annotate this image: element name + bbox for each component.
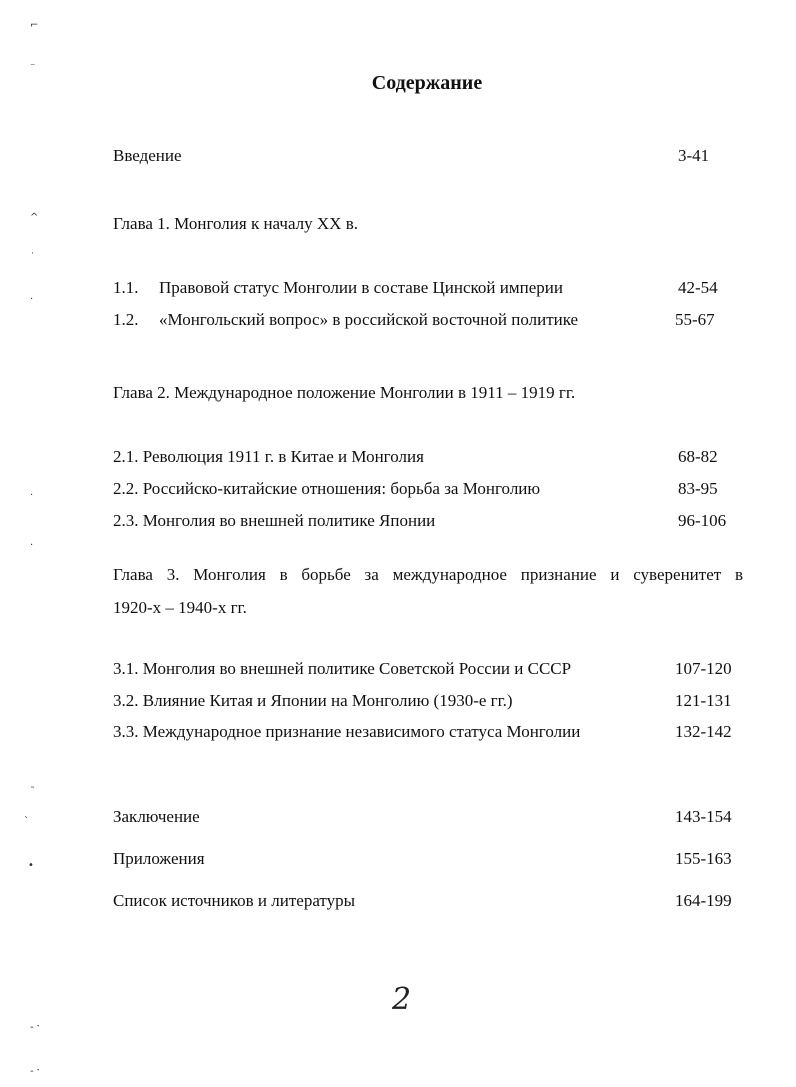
scan-mark: · xyxy=(30,490,34,501)
toc-intro-pages: 3-41 xyxy=(678,146,710,165)
toc-appendix-pages: 155-163 xyxy=(675,849,732,868)
toc-sources-pages: 164-199 xyxy=(675,891,732,910)
toc-item-2-2: 2.2. Российско-китайские отношения: борьба за Монголию xyxy=(113,479,541,498)
toc-item-2-2-pages: 83-95 xyxy=(678,479,718,498)
toc-item-3-1: 3.1. Монголия во внешней политике Советской России и СССР xyxy=(113,659,572,678)
toc-item-3-1-pages: 107-120 xyxy=(675,659,732,678)
toc-item-1-2-pages: 55-67 xyxy=(675,310,715,329)
chapter-3-heading-line-1: Глава 3. Монголия в борьбе за международное признание и суверенитет в xyxy=(113,565,743,584)
toc-item-label: Правовой статус Монголии в составе Цинской империи xyxy=(159,278,563,297)
scan-mark: • xyxy=(28,860,34,871)
handwritten-page-number: 2 xyxy=(392,982,412,1017)
chapter-3-heading-line-2: 1920-х – 1940-х гг. xyxy=(113,598,247,617)
chapter-3-heading xyxy=(113,558,743,624)
scan-mark: ˋ xyxy=(24,816,29,827)
scan-mark: ^ xyxy=(30,212,39,223)
toc-item-number: 1.1. xyxy=(113,278,139,297)
chapter-1-heading: Глава 1. Монголия к началу XX в. xyxy=(113,214,358,233)
toc-item-3-3: 3.3. Международное признание независимого статуса Монголии xyxy=(113,722,581,741)
toc-item-1-1 xyxy=(113,277,563,299)
scan-mark: - ˑ xyxy=(30,1066,41,1077)
toc-sources-label: Список источников и литературы xyxy=(113,891,356,910)
toc-item-number: 1.2. xyxy=(113,310,139,329)
toc-item-2-3-pages: 96-106 xyxy=(678,511,727,530)
toc-item-3-3-pages: 132-142 xyxy=(675,722,732,741)
toc-conclusion-label: Заключение xyxy=(113,807,200,826)
toc-conclusion-pages: 143-154 xyxy=(675,807,732,826)
toc-item-1-1-pages: 42-54 xyxy=(678,278,718,297)
toc-appendix-label: Приложения xyxy=(113,849,205,868)
toc-item-1-2 xyxy=(113,309,578,331)
chapter-2-heading: Глава 2. Международное положение Монголии в 1911 – 1919 гг. xyxy=(113,383,576,402)
toc-item-2-1-pages: 68-82 xyxy=(678,447,718,466)
scan-mark: - ˑ xyxy=(30,1022,41,1033)
toc-intro-label: Введение xyxy=(113,146,182,165)
page-title: Содержание xyxy=(371,72,483,94)
scan-mark: ⌐ xyxy=(30,20,39,31)
toc-item-3-2: 3.2. Влияние Китая и Японии на Монголию (1930-е гг.) xyxy=(113,691,513,710)
toc-item-2-3: 2.3. Монголия во внешней политике Японии xyxy=(113,511,436,530)
scan-mark: · xyxy=(30,540,34,551)
scan-mark: ˙ xyxy=(30,252,35,263)
toc-item-3-2-pages: 121-131 xyxy=(675,691,732,710)
scan-mark: · xyxy=(30,294,34,305)
toc-item-label: «Монгольский вопрос» в российской восточной политике xyxy=(159,310,579,329)
scan-mark: ⁻ xyxy=(30,62,36,73)
toc-item-2-1: 2.1. Революция 1911 г. в Китае и Монголия xyxy=(113,447,424,466)
scan-mark: ˜ xyxy=(30,786,35,797)
